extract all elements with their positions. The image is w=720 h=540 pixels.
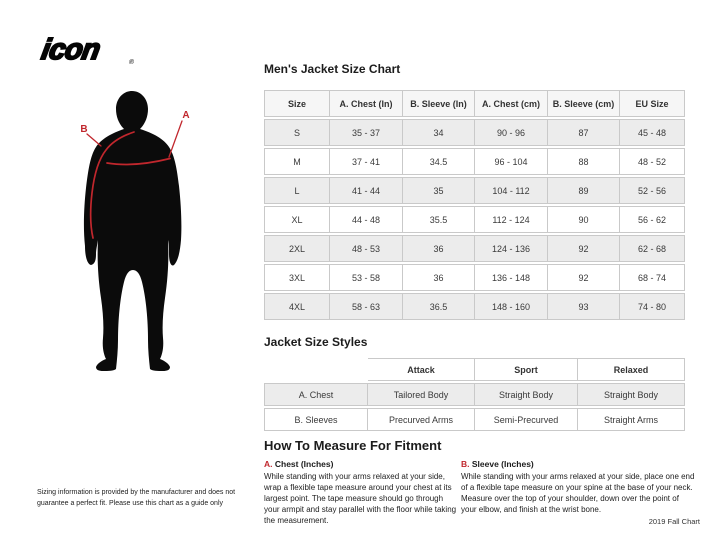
table-cell: 48 - 52 [620, 148, 685, 175]
measure-label-a: A [182, 110, 190, 121]
table-cell: 53 - 58 [330, 264, 403, 291]
column-header: Attack [368, 358, 475, 381]
table-row [264, 206, 685, 233]
measure-sleeve-heading [461, 459, 695, 469]
table-row [264, 119, 685, 146]
measure-sleeve-heading-text: Sleeve (Inches) [471, 459, 534, 469]
table-cell: 58 - 63 [330, 293, 403, 320]
table-cell: B. Sleeves [264, 408, 368, 431]
measure-chest-instructions: While standing with your arms relaxed at your side, wrap a flexible tape measure around your chest at its largest point. The tape measure should go through your armpit and stay parallel with the floor while taking the measurement. [264, 472, 457, 526]
table-cell: Straight Body [475, 383, 578, 406]
column-header: Size [264, 90, 330, 117]
table-cell: 93 [548, 293, 620, 320]
table-cell: 41 - 44 [330, 177, 403, 204]
table-cell: 34 [403, 119, 475, 146]
label-a-pointer-line [169, 121, 182, 157]
table-cell: 87 [548, 119, 620, 146]
mens-jacket-size-table [264, 88, 685, 322]
table-cell: 104 - 112 [475, 177, 548, 204]
table-cell: 37 - 41 [330, 148, 403, 175]
table-cell: Straight Body [578, 383, 685, 406]
label-b-pointer-line [87, 134, 101, 146]
column-header: A. Chest (In) [330, 90, 403, 117]
jacket-size-styles-table [264, 356, 685, 433]
measure-section-sleeve [461, 459, 695, 515]
table-cell: 92 [548, 235, 620, 262]
table-cell: 34.5 [403, 148, 475, 175]
measure-section-chest [264, 459, 460, 526]
table-row [264, 177, 685, 204]
table-cell: 45 - 48 [620, 119, 685, 146]
table-row [264, 408, 685, 431]
table-cell: Precurved Arms [368, 408, 475, 431]
column-header: Sport [475, 358, 578, 381]
table-cell: 52 - 56 [620, 177, 685, 204]
table-row [264, 293, 685, 320]
table-cell: 74 - 80 [620, 293, 685, 320]
table-row [264, 383, 685, 406]
table-cell: XL [264, 206, 330, 233]
measure-chest-heading [264, 459, 460, 469]
table-cell: Tailored Body [368, 383, 475, 406]
icon-logo [36, 33, 154, 67]
table-cell: 44 - 48 [330, 206, 403, 233]
table-cell: 90 [548, 206, 620, 233]
column-header: A. Chest (cm) [475, 90, 548, 117]
table-cell: S [264, 119, 330, 146]
table-cell: 136 - 148 [475, 264, 548, 291]
icon-logo-text: icon [39, 34, 103, 66]
size-chart-title: Men's Jacket Size Chart [264, 62, 401, 76]
table-cell: 3XL [264, 264, 330, 291]
column-header: EU Size [620, 90, 685, 117]
table-cell: 56 - 62 [620, 206, 685, 233]
style-table-header-row [264, 358, 685, 381]
table-cell: M [264, 148, 330, 175]
table-cell: 124 - 136 [475, 235, 548, 262]
table-row [264, 235, 685, 262]
chart-edition: 2019 Fall Chart [648, 517, 700, 526]
measure-chest-heading-text: Chest (Inches) [274, 459, 334, 469]
table-cell: Semi-Precurved [475, 408, 578, 431]
table-cell: 96 - 104 [475, 148, 548, 175]
table-cell: 68 - 74 [620, 264, 685, 291]
size-table-header-row [264, 90, 685, 117]
column-header: Relaxed [578, 358, 685, 381]
table-cell: A. Chest [264, 383, 368, 406]
table-cell: 36.5 [403, 293, 475, 320]
table-cell: 35 [403, 177, 475, 204]
table-cell: 4XL [264, 293, 330, 320]
measure-sleeve-label: B. [461, 459, 470, 469]
table-row [264, 148, 685, 175]
table-cell: L [264, 177, 330, 204]
style-chart-title: Jacket Size Styles [264, 335, 368, 349]
sizing-disclaimer: Sizing information is provided by the manufacturer and does not guarantee a perfect fit. Please use this chart as a guide only [37, 489, 236, 507]
column-header: B. Sleeve (In) [403, 90, 475, 117]
table-cell: 35 - 37 [330, 119, 403, 146]
measure-label-b: B [80, 124, 88, 135]
table-cell: 90 - 96 [475, 119, 548, 146]
measure-sleeve-instructions: While standing with your arms relaxed at your side, place one end of a flexible tape measure on your spine at the base of your neck. Measure over the top of your shoulder, down over the point of your elbow, and finish at the wrist bone. [461, 472, 695, 515]
table-cell: 36 [403, 235, 475, 262]
table-cell: 2XL [264, 235, 330, 262]
table-cell: 35.5 [403, 206, 475, 233]
table-row [264, 264, 685, 291]
table-cell: 48 - 53 [330, 235, 403, 262]
table-cell: 92 [548, 264, 620, 291]
table-cell: 88 [548, 148, 620, 175]
column-header [264, 358, 368, 381]
table-cell: 89 [548, 177, 620, 204]
table-cell: 148 - 160 [475, 293, 548, 320]
how-to-measure-title: How To Measure For Fitment [264, 438, 442, 453]
table-cell: 36 [403, 264, 475, 291]
measure-chest-label: A. [264, 459, 273, 469]
table-cell: Straight Arms [578, 408, 685, 431]
table-cell: 62 - 68 [620, 235, 685, 262]
body-measurement-figure [70, 88, 195, 378]
column-header: B. Sleeve (cm) [548, 90, 620, 117]
registered-trademark: ® [128, 59, 135, 66]
table-cell: 112 - 124 [475, 206, 548, 233]
